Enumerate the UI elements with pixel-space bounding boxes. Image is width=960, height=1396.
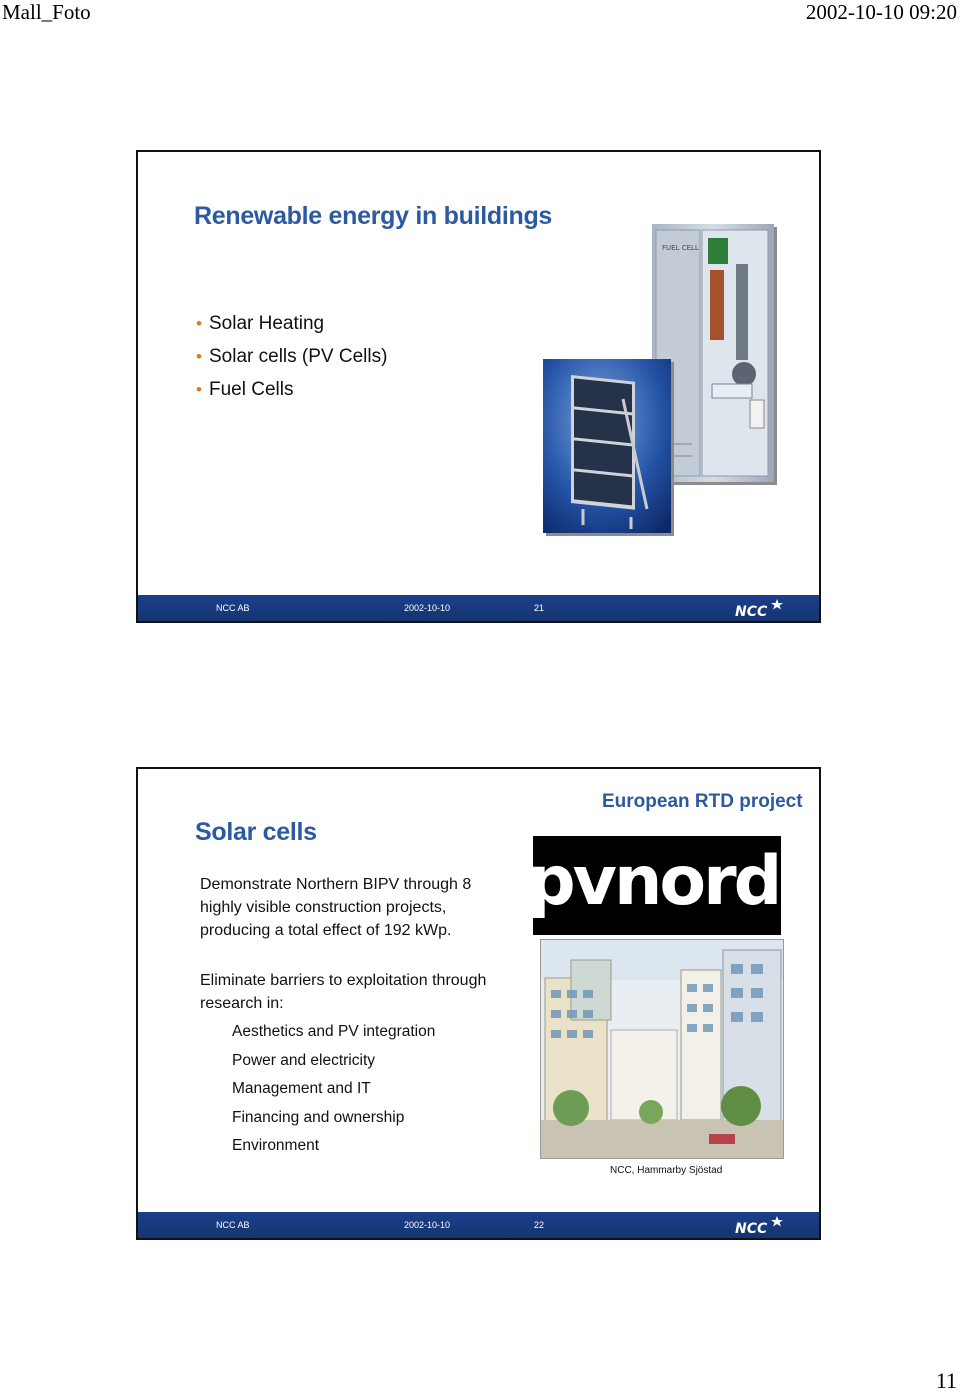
- rtd-project-label: European RTD project: [602, 791, 803, 812]
- research-item: Power and electricity: [232, 1051, 376, 1069]
- research-areas-list: [232, 1018, 435, 1161]
- slide-title: Solar cells: [195, 818, 317, 846]
- page-header: [0, 0, 960, 24]
- slide-22: [136, 767, 821, 1240]
- slide-title: Renewable energy in buildings: [194, 202, 553, 230]
- footer-slide-number: 21: [534, 603, 545, 613]
- hammarby-illustration: [540, 939, 784, 1159]
- print-timestamp: 2002-10-10 09:20: [805, 0, 957, 24]
- slide-footer: [138, 595, 819, 621]
- illustration-caption: NCC, Hammarby Sjöstad: [610, 1165, 723, 1176]
- footer-slide-number: 22: [534, 1220, 545, 1230]
- footer-company: NCC AB: [216, 603, 250, 613]
- research-intro: Eliminate barriers to exploitation through research in:: [200, 972, 487, 1012]
- document-name: Mall_Foto: [2, 0, 91, 24]
- pvnord-logo: [533, 836, 781, 935]
- footer-company: NCC AB: [216, 1220, 250, 1230]
- bullet-item: • Solar Heating: [196, 307, 387, 340]
- footer-date: 2002-10-10: [404, 603, 451, 613]
- bullet-list: [196, 307, 387, 406]
- svg-text:pvnord: pvnord: [533, 842, 780, 921]
- research-item: Aesthetics and PV integration: [232, 1023, 436, 1040]
- bullet-item: • Fuel Cells: [196, 373, 387, 406]
- footer-date: 2002-10-10: [404, 1220, 451, 1230]
- svg-text:FUEL CELL: FUEL CELL: [662, 244, 699, 252]
- svg-text:NCC: NCC: [735, 604, 768, 619]
- research-item: Environment: [232, 1137, 320, 1155]
- slide-footer: [138, 1212, 819, 1238]
- research-item: Financing and ownership: [232, 1108, 405, 1126]
- research-item: Management and IT: [232, 1080, 371, 1098]
- ncc-logo: [733, 1214, 785, 1236]
- bullet-item: • Solar cells (PV Cells): [196, 340, 387, 373]
- page-number: 11: [935, 1368, 957, 1393]
- solar-panel-photo: [543, 359, 671, 533]
- project-description: Demonstrate Northern BIPV through 8 highly visible construction projects, producing a total effect of 192 kWp.: [200, 876, 472, 939]
- ncc-logo: [733, 597, 785, 619]
- svg-text:NCC: NCC: [735, 1221, 768, 1236]
- slide-21: [136, 150, 821, 623]
